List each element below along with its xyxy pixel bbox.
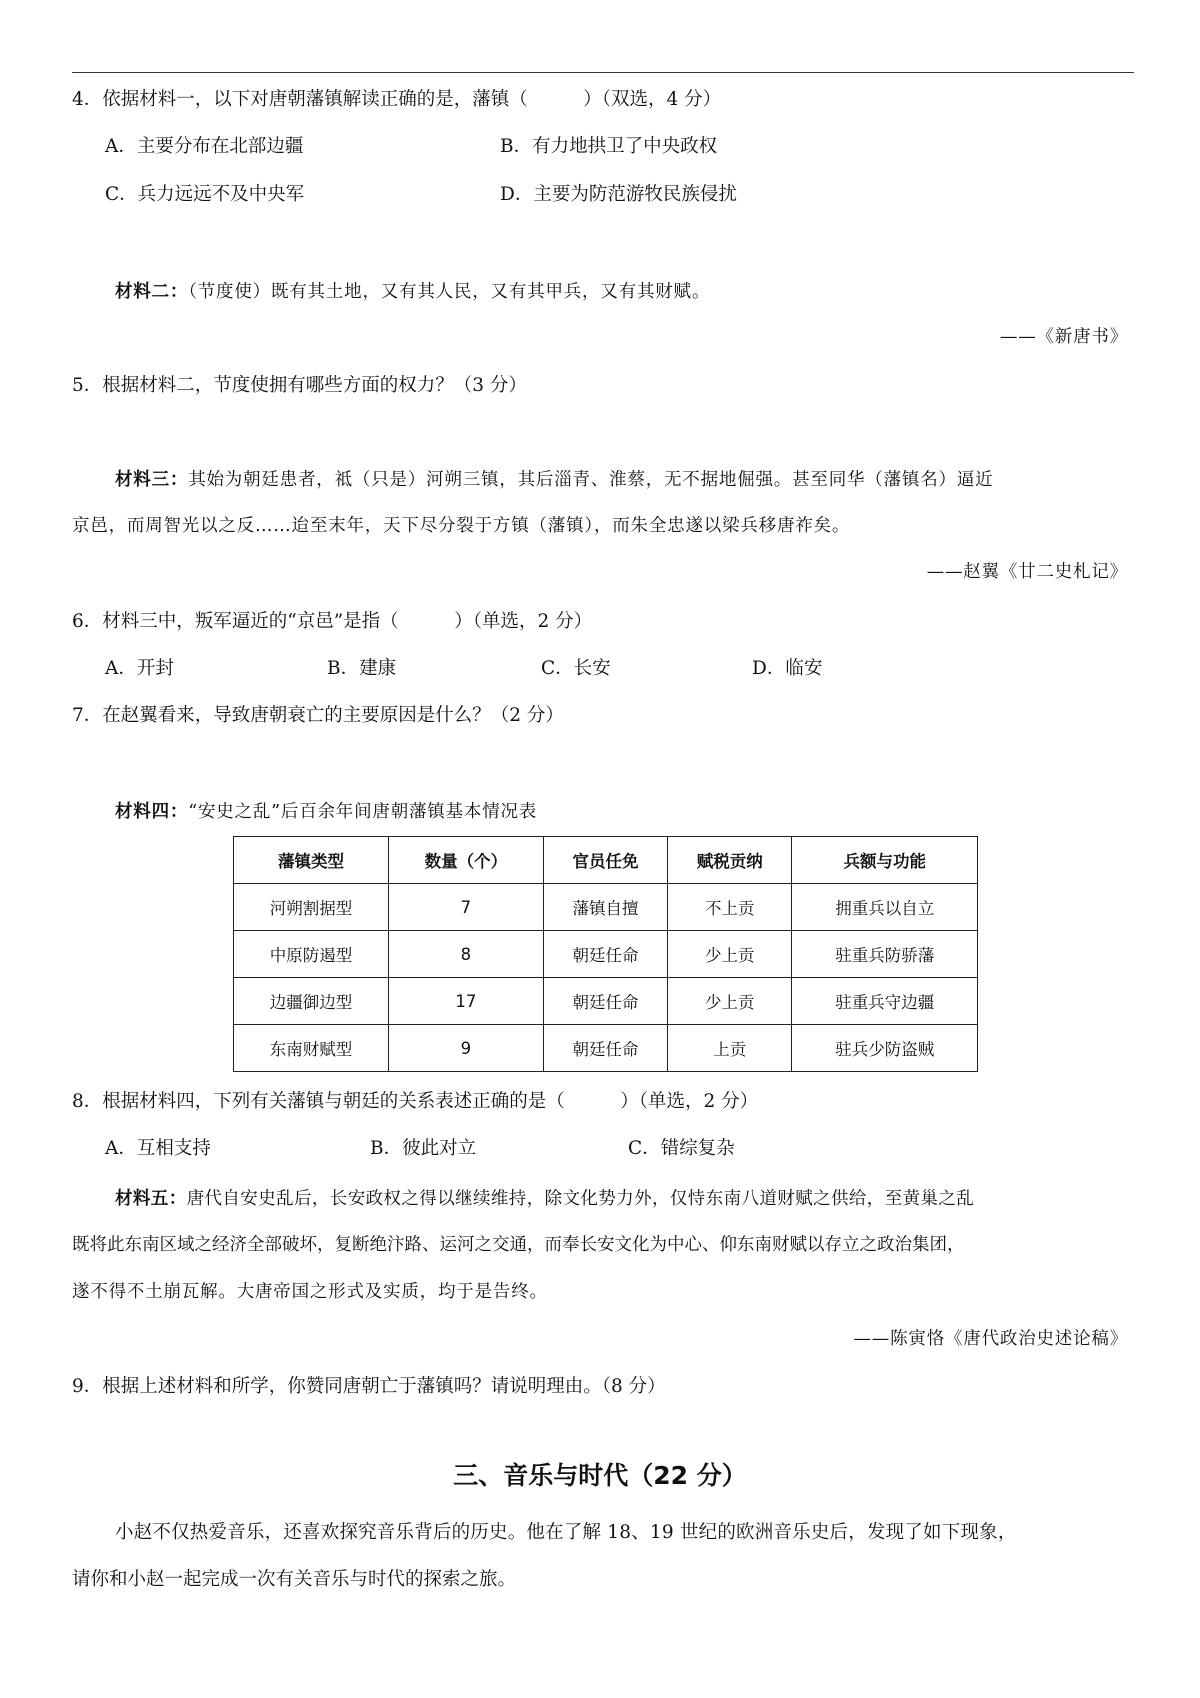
table-header-cell: 藩镇类型 [234,837,389,884]
material-2-source: ——《新唐书》 [999,327,1128,347]
material-4-title [115,800,537,824]
table-cell: 驻重兵守边疆 [792,978,978,1025]
material-3-label: 材料三： [115,470,189,490]
question-6-option-d: D．临安 [752,658,823,679]
question-6-stem: 6．材料三中，叛军逼近的“京邑”是指（ ）（单选，2 分） [72,611,593,632]
table-cell: 东南财赋型 [234,1025,389,1072]
table-row [234,931,978,978]
table-cell: 拥重兵以自立 [792,884,978,931]
material-5-line-2: 既将此东南区域之经济全部破坏，复断绝汴路、运河之交通，而奉长安文化为中心、仰东南财赋以存立之政治集团， [72,1235,965,1255]
question-9: 9．根据上述材料和所学，你赞同唐朝亡于藩镇吗？请说明理由。（8 分） [72,1376,666,1397]
material-3-line-1 [115,468,993,492]
material-3-text-1: 其始为朝廷患者，祗（只是）河朔三镇，其后淄青、淮蔡，无不据地倔强。甚至同华（藩镇名）逼近 [188,470,994,490]
table-cell: 驻重兵防骄藩 [792,931,978,978]
table-cell: 8 [388,931,543,978]
table-cell: 藩镇自擅 [543,884,667,931]
table-row [234,884,978,931]
question-8-option-c: C．错综复杂 [628,1138,735,1159]
table-cell: 上贡 [668,1025,792,1072]
material-3-source: ——赵翼《廿二史札记》 [926,562,1128,582]
table-row [234,978,978,1025]
table-cell: 少上贡 [668,931,792,978]
section-3-intro-line-1: 小赵不仅热爱音乐，还喜欢探究音乐背后的历史。他在了解 18、19 世纪的欧洲音乐史后，发现了如下现象， [115,1522,1017,1543]
table-cell: 少上贡 [668,978,792,1025]
question-5: 5．根据材料二，节度使拥有哪些方面的权力？（3 分） [72,375,527,396]
table-cell: 7 [388,884,543,931]
material-5-label: 材料五： [115,1189,187,1209]
question-6-option-c: C．长安 [541,658,611,679]
fanzhen-table [233,836,978,1072]
question-7: 7．在赵翼看来，导致唐朝衰亡的主要原因是什么？（2 分） [72,705,564,726]
question-4-option-b: B．有力地拱卫了中央政权 [500,136,718,157]
question-4-stem: 4．依据材料一，以下对唐朝藩镇解读正确的是，藩镇（ ）（双选，4 分） [72,89,722,110]
question-8-option-b: B．彼此对立 [370,1138,477,1159]
table-row [234,1025,978,1072]
section-3-title: 三、音乐与时代（22 分） [453,1461,747,1490]
question-4-option-a: A．主要分布在北部边疆 [105,136,304,157]
material-5-line-3: 遂不得不土崩瓦解。大唐帝国之形式及实质，均于是告终。 [72,1282,548,1302]
table-cell: 朝廷任命 [543,978,667,1025]
table-header-cell: 数量（个） [388,837,543,884]
material-5-source: ——陈寅恪《唐代政治史述论稿》 [853,1329,1128,1349]
material-2-label: 材料二： [115,282,189,302]
table-cell: 朝廷任命 [543,1025,667,1072]
material-5-line-1 [115,1187,974,1211]
question-6-option-a: A．开封 [105,658,174,679]
table-cell: 17 [388,978,543,1025]
question-8-option-a: A．互相支持 [105,1138,211,1159]
material-2-text: （节度使）既有其土地，又有其人民，又有其甲兵，又有其财赋。 [188,282,711,302]
material-5-text-1: 唐代自安史乱后，长安政权之得以继续维持，除文化势力外，仅恃东南八道财赋之供给，至黄巢之乱 [186,1189,975,1209]
table-cell: 9 [388,1025,543,1072]
table-header-cell: 兵额与功能 [792,837,978,884]
material-3-line-2: 京邑，而周智光以之反……迨至末年，天下尽分裂于方镇（藩镇），而朱全忠遂以梁兵移唐祚矣。 [72,516,851,536]
question-6-option-b: B．建康 [327,658,397,679]
table-cell: 朝廷任命 [543,931,667,978]
table-header-cell: 赋税贡纳 [668,837,792,884]
section-3-intro-line-2: 请你和小赵一起完成一次有关音乐与时代的探索之旅。 [72,1569,517,1590]
material-2 [115,280,710,304]
question-4-option-c: C．兵力远远不及中央军 [105,184,305,205]
question-8-stem: 8．根据材料四，下列有关藩镇与朝廷的关系表述正确的是（ ）（单选，2 分） [72,1091,759,1112]
table-cell: 河朔割据型 [234,884,389,931]
table-cell: 边疆御边型 [234,978,389,1025]
table-cell: 不上贡 [668,884,792,931]
table-cell: 驻兵少防盗贼 [792,1025,978,1072]
material-4-label: 材料四： [115,802,189,822]
question-4-option-d: D．主要为防范游牧民族侵扰 [500,184,737,205]
table-header-row [234,837,978,884]
header-rule [72,72,1134,73]
material-4-caption: “安史之乱”后百余年间唐朝藩镇基本情况表 [188,802,538,822]
table-header-cell: 官员任免 [543,837,667,884]
table-cell: 中原防遏型 [234,931,389,978]
